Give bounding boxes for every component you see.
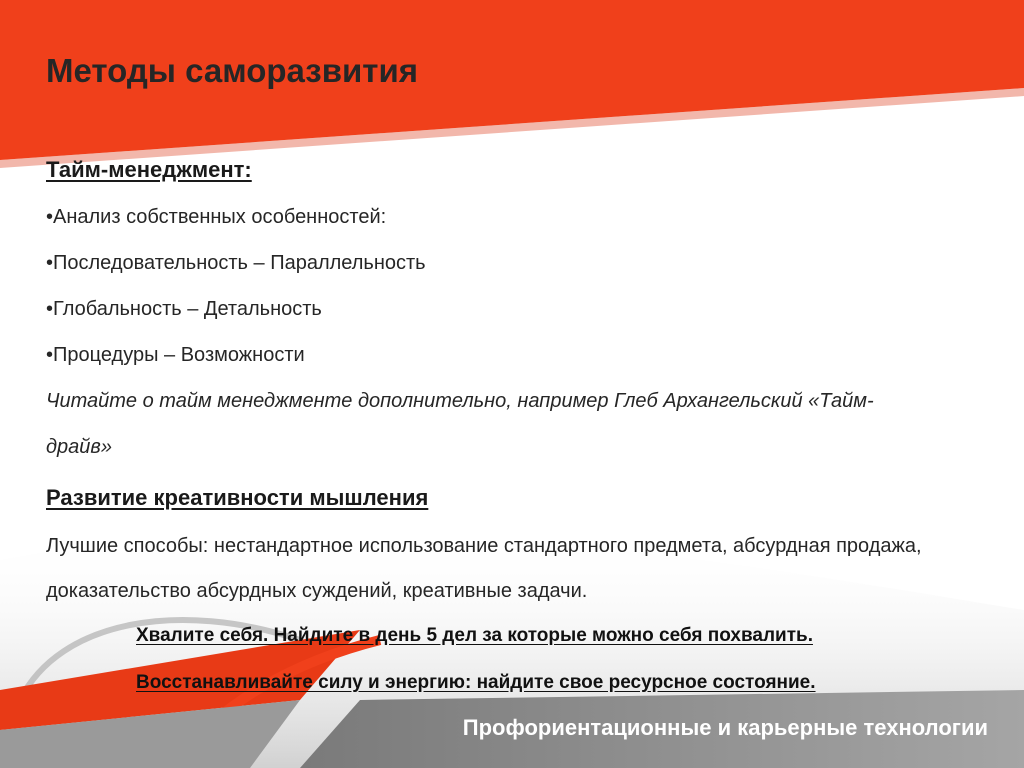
bullet-item: •Анализ собственных особенностей:: [46, 206, 387, 228]
tip-praise-yourself: Хвалите себя. Найдите в день 5 дел за которые можно себя похвалить.: [136, 625, 813, 646]
tip-restore-energy: Восстанавливайте силу и энергию: найдите свое ресурсное состояние.: [136, 672, 816, 693]
footer-caption: Профориентационные и карьерные технологии: [462, 715, 988, 740]
bullet-item: •Глобальность – Детальность: [46, 298, 322, 320]
reading-note: Читайте о тайм менеджменте дополнительно, например Глеб Архангельский «Тайм-: [46, 390, 874, 412]
creativity-text: Лучшие способы: нестандартное использование стандартного предмета, абсурдная продажа,: [46, 535, 922, 557]
slide-title: Методы саморазвития: [46, 52, 418, 89]
creativity-text-continued: доказательство абсурдных суждений, креативные задачи.: [46, 580, 588, 602]
reading-note-continued: драйв»: [46, 436, 112, 458]
section-heading-creativity: Развитие креативности мышления: [46, 485, 429, 510]
section-heading-time-management: Тайм-менеджмент:: [46, 157, 252, 182]
bullet-item: •Процедуры – Возможности: [46, 344, 305, 366]
bullet-item: •Последовательность – Параллельность: [46, 252, 426, 274]
